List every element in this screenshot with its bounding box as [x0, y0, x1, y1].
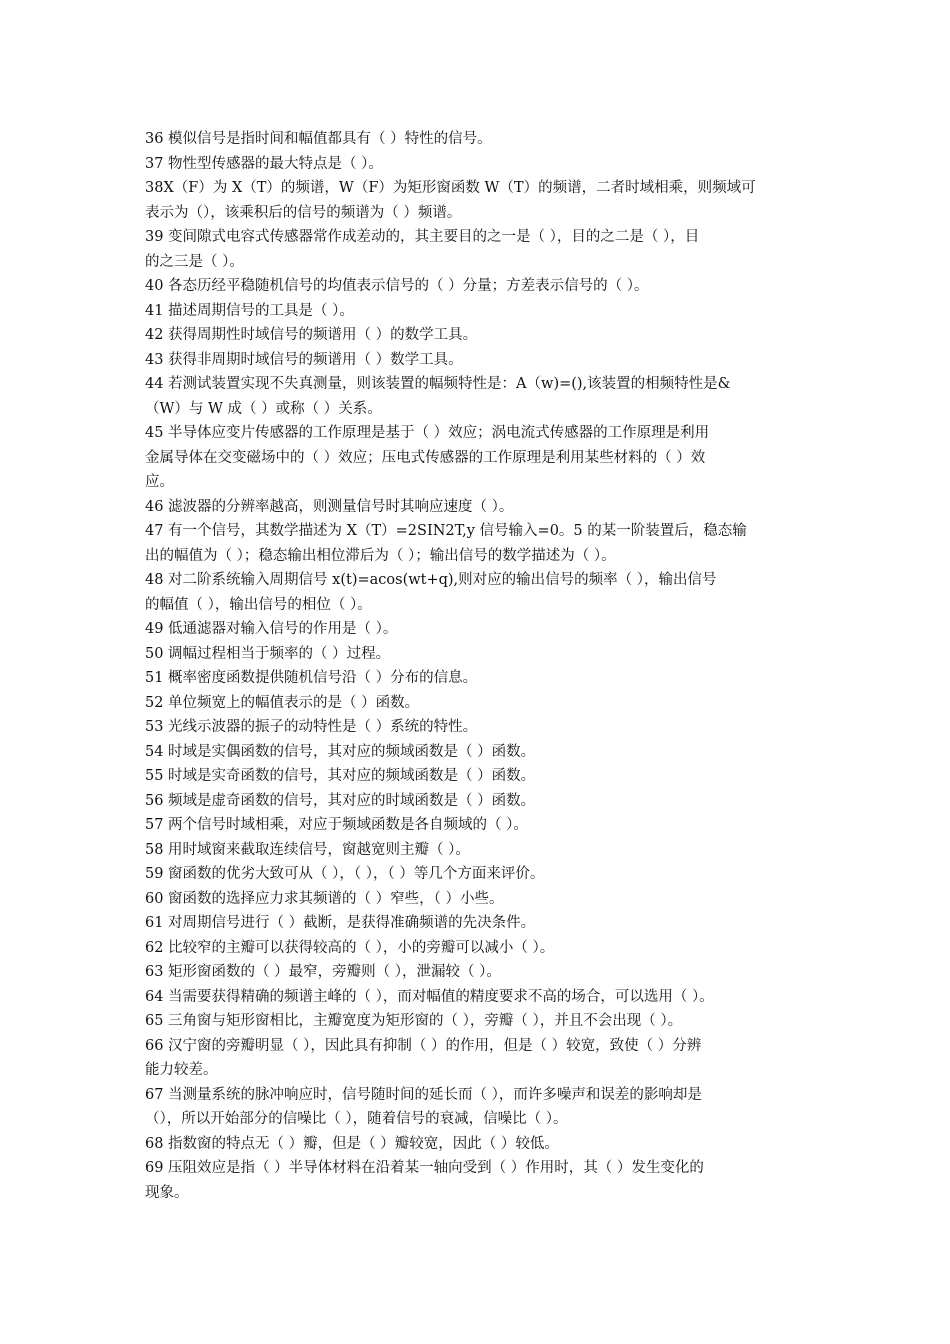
- text-line: 66 汉宁窗的旁瓣明显（ ），因此具有抑制（ ）的作用，但是（ ）较宽，致使（ ）分辨: [145, 1037, 702, 1054]
- text-line: 65 三角窗与矩形窗相比，主瓣宽度为矩形窗的（ ），旁瓣（ ），并且不会出现（ ）。: [145, 1013, 683, 1029]
- text-line: 41 描述周期信号的工具是（ ）。: [145, 302, 354, 319]
- text-line: 63 矩形窗函数的（ ）最窄，旁瓣则（ ），泄漏较（ ）。: [145, 964, 501, 980]
- text-line: 37 物性型传感器的最大特点是（ ）。: [145, 155, 383, 172]
- text-line: 52 单位频宽上的幅值表示的是（ ）函数。: [145, 694, 420, 711]
- text-line: 42 获得周期性时域信号的频谱用（ ）的数学工具。: [145, 327, 478, 343]
- text-line: 48 对二阶系统输入周期信号 x(t)=acos(wt+q),则对应的输出信号的频率（ ），输出信号: [145, 572, 717, 588]
- text-line: 64 当需要获得精确的频谱主峰的（ ），而对幅值的精度要求不高的场合，可以选用（ ）。: [145, 988, 714, 1005]
- text-line: 59 窗函数的优劣大致可从（ ），（ ），（ ）等几个方面来评价。: [145, 866, 545, 882]
- text-line: 40 各态历经平稳随机信号的均值表示信号的（ ）分量；方差表示信号的（ ）。: [145, 278, 649, 294]
- text-line: 44 若测试装置实现不失真测量，则该装置的幅频特性是：A（w)=(),该装置的相频特性是&: [145, 376, 731, 392]
- text-line: （W）与 W 成（ ）或称（ ）关系。: [145, 400, 382, 417]
- text-line: 现象。: [145, 1184, 189, 1201]
- text-line: 57 两个信号时域相乘，对应于频域函数是各自频域的（ ）。: [145, 817, 528, 833]
- text-line: （），所以开始部分的信噪比（ ），随着信号的衰减，信噪比（ ）。: [145, 1111, 568, 1127]
- text-line: 应。: [145, 474, 174, 490]
- text-line: 67 当测量系统的脉冲响应时，信号随时间的延长而（ ），而许多噪声和误差的影响却是: [145, 1086, 702, 1103]
- text-line: 62 比较窄的主瓣可以获得较高的（ ），小的旁瓣可以减小（ ）。: [145, 939, 555, 956]
- text-line: 69 压阻效应是指（ ）半导体材料在沿着某一轴向受到（ ）作用时，其（ ）发生变化的: [145, 1160, 704, 1176]
- text-line: 68 指数窗的特点无（ ）瓣，但是（ ）瓣较宽，因此（ ）较低。: [145, 1135, 559, 1152]
- text-line: 53 光线示波器的振子的动特性是（ ）系统的特性。: [145, 719, 478, 735]
- text-line: 45 半导体应变片传感器的工作原理是基于（ ）效应；涡电流式传感器的工作原理是利用: [145, 425, 710, 441]
- text-line: 39 变间隙式电容式传感器常作成差动的，其主要目的之一是（ ），目的之二是（ ），目: [145, 229, 700, 245]
- text-line: 61 对周期信号进行（ ）截断，是获得准确频谱的先决条件。: [145, 915, 536, 931]
- text-line: 出的幅值为（ ）；稳态输出相位滞后为（ ）；输出信号的数学描述为（ ）。: [145, 547, 616, 564]
- text-line: 49 低通滤器对输入信号的作用是（ ）。: [145, 621, 398, 637]
- text-line: 47 有一个信号，其数学描述为 X（T）=2SIN2T,y 信号输入=0。5 的某一阶装置后，稳态输: [145, 523, 747, 539]
- text-line: 的幅值（ ），输出信号的相位（ ）。: [145, 596, 372, 613]
- text-line: 51 概率密度函数提供随机信号沿（ ）分布的信息。: [145, 670, 478, 686]
- text-line: 43 获得非周期时域信号的频谱用（ ）数学工具。: [145, 351, 463, 368]
- text-line: 表示为（），该乘积后的信号的频谱为（ ）频谱。: [145, 204, 462, 221]
- text-line: 36 模似信号是指时间和幅值都具有（ ）特性的信号。: [145, 131, 492, 147]
- text-line: 能力较差。: [145, 1062, 218, 1078]
- text-line: 58 用时域窗来截取连续信号，窗越宽则主瓣（ ）。: [145, 841, 470, 858]
- text-line: 46 滤波器的分辨率越高，则测量信号时其响应速度（ ）。: [145, 498, 514, 515]
- text-line: 54 时域是实偶函数的信号，其对应的频域函数是（ ）函数。: [145, 743, 536, 760]
- text-line: 金属导体在交变磁场中的（ ）效应；压电式传感器的工作原理是利用某些材料的（ ）效: [145, 449, 706, 466]
- text-line: 56 频域是虚奇函数的信号，其对应的时域函数是（ ）函数。: [145, 792, 536, 809]
- document-body: [145, 127, 813, 1205]
- text-line: 60 窗函数的选择应力求其频谱的（ ）窄些，（ ）小些。: [145, 890, 504, 907]
- text-line: 55 时域是实奇函数的信号，其对应的频域函数是（ ）函数。: [145, 768, 536, 784]
- text-line: 50 调幅过程相当于频率的（ ）过程。: [145, 645, 391, 662]
- text-line: 的之三是（ ）。: [145, 253, 244, 270]
- text-line: 38X（F）为 X（T）的频谱，W（F）为矩形窗函数 W（T）的频谱，二者时域相乘，则频域可: [145, 180, 756, 196]
